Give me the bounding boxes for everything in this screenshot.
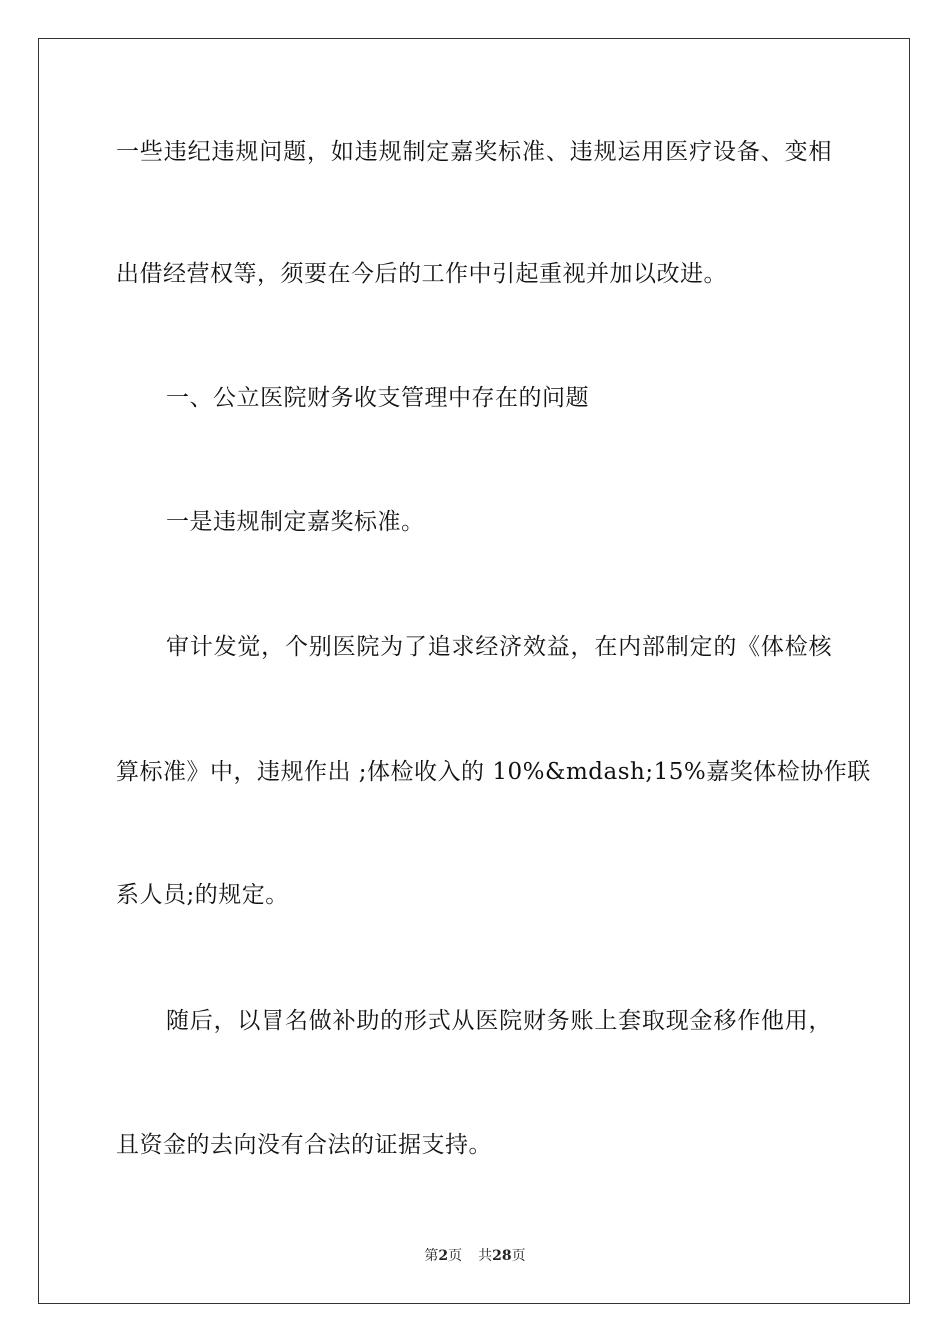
footer-total-pages: 28 [492,1248,512,1264]
page-footer [0,1247,950,1265]
footer-total-prefix: 共 [478,1248,493,1264]
footer-total-suffix: 页 [511,1248,526,1264]
footer-page-suffix: 页 [448,1248,463,1264]
footer-page-number: 2 [438,1248,449,1264]
paragraph-line-7: 系人员;的规定。 [116,882,289,908]
paragraph-line-8: 随后，以冒名做补助的形式从医院财务账上套取现金移作他用， [166,1008,832,1034]
paragraph-line-9: 且资金的去向没有合法的证据支持。 [116,1132,492,1158]
subheading-line: 一是违规制定嘉奖标准。 [166,509,425,535]
section-heading: 一、公立医院财务收支管理中存在的问题 [166,385,589,411]
paragraph-line-5: 审计发觉，个别医院为了追求经济效益，在内部制定的《体检核 [166,634,832,660]
paragraph-line-2: 出借经营权等，须要在今后的工作中引起重视并加以改进。 [116,261,727,287]
footer-page-prefix: 第 [424,1248,439,1264]
page-frame [38,38,910,1304]
paragraph-line-1: 一些违纪违规问题，如违规制定嘉奖标准、违规运用医疗设备、变相 [116,139,832,165]
paragraph-line-6: 算标准》中，违规作出 ;体检收入的 10%&mdash;15%嘉奖体检协作联 [116,759,871,785]
